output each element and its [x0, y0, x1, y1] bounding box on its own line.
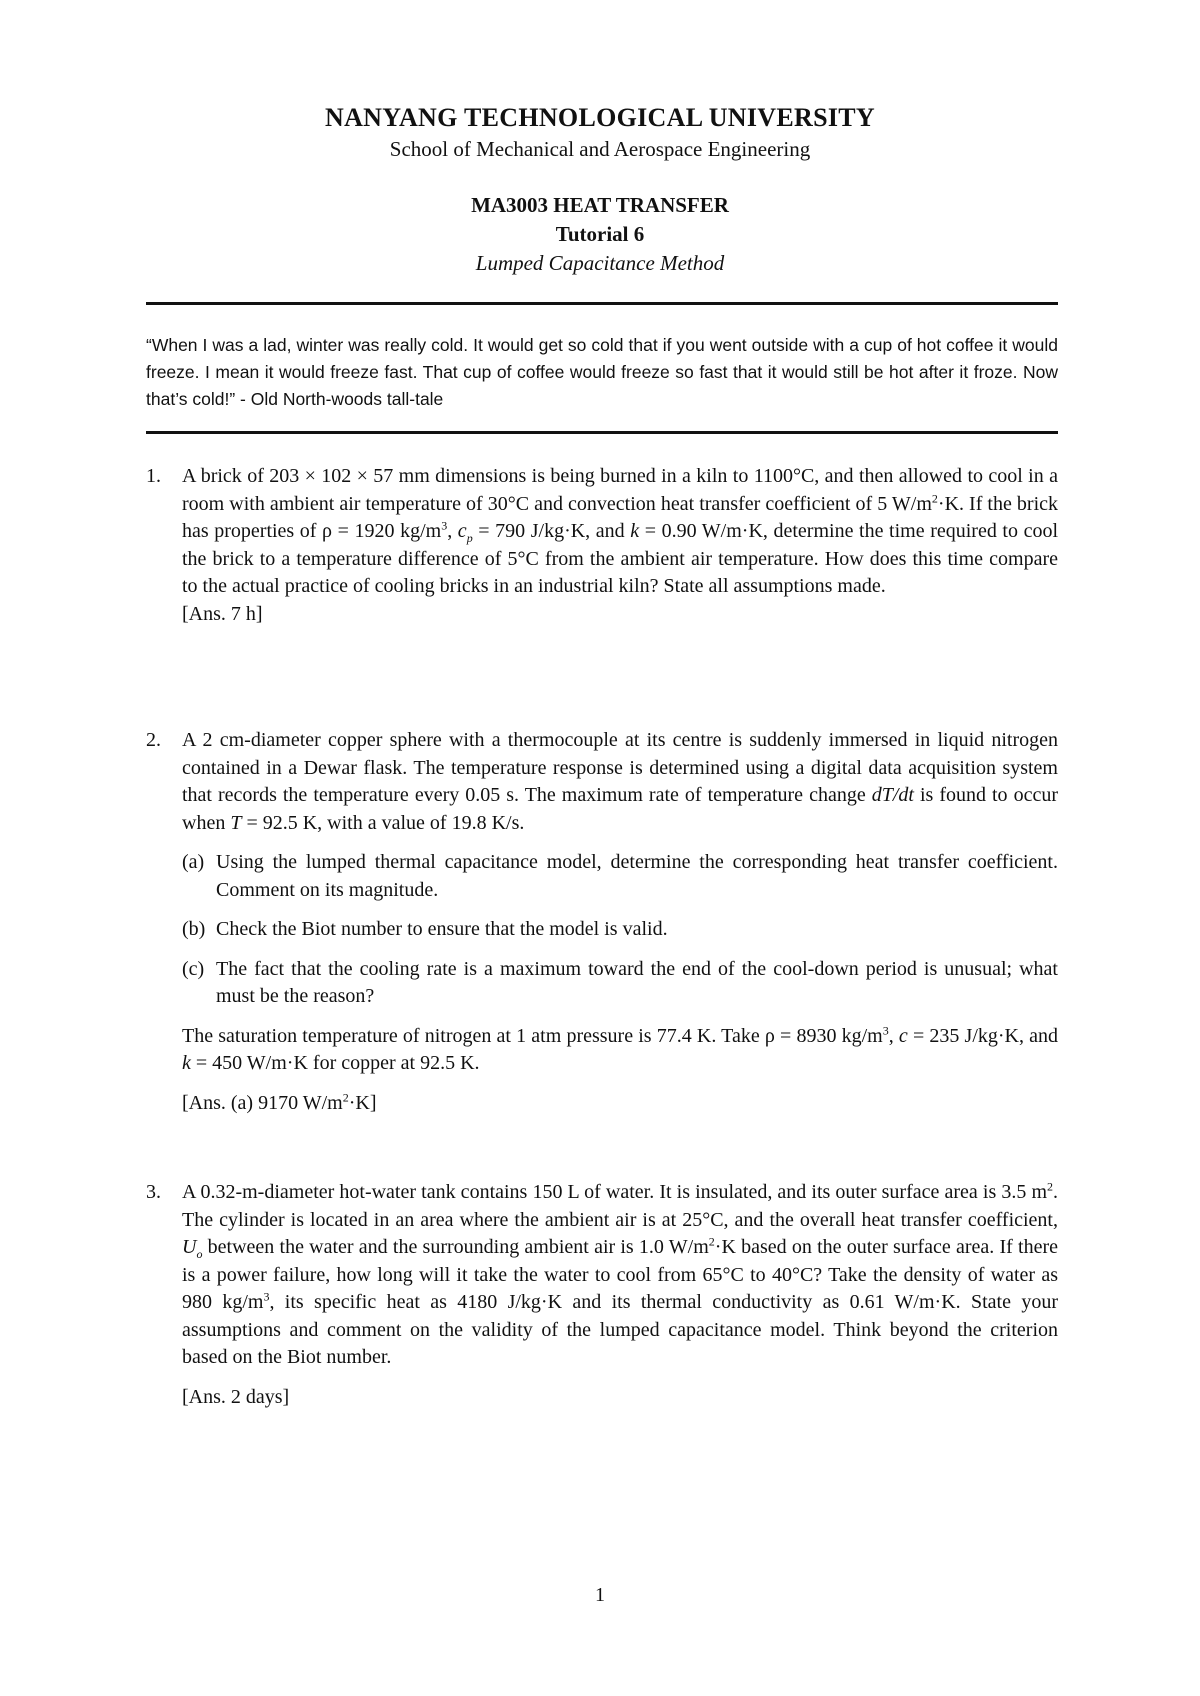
bottom-divider [146, 431, 1058, 434]
problem-data: The saturation temperature of nitrogen at 1 atm pressure is 77.4 K. Take ρ = 8930 $kg/m^3$, c = 235 J/kg·K, and k = 450 W/m·K for copper at 92.5 K. [182, 1022, 1059, 1074]
top-divider [146, 302, 1058, 305]
problem-part-c: (c) The fact that the cooling rate is a maximum toward the end of the cool-down period is unusual; what must be the reason? [182, 957, 1058, 1007]
course-title: MA3003 HEAT TRANSFER [471, 193, 729, 217]
problem-body [182, 463, 1058, 628]
problem-answer: [Ans. 2 days] [182, 1385, 290, 1408]
problem-part-a: (a) Using the lumped thermal capacitance model, determine the corresponding heat transfer coefficient. Comment on its magnitude. [182, 851, 1058, 901]
problem-body [182, 1179, 1058, 1411]
problem-answer: [Ans. 7 h] [182, 602, 263, 625]
problem-statement: A 2 cm-diameter copper sphere with a thermocouple at its centre is suddenly immersed in liquid nitrogen contained in a Dewar flask. The temperature response is determined using a digital data acquisition system that records the temperature every 0.05 s. The maximum rate of temperature change dT/dt is found to occur when T = 92.5 K, with a value of 19.8 K/s. [182, 729, 1058, 834]
problem-body [182, 727, 1058, 1117]
problem-statement: A 0.32-m-diameter hot-water tank contains 150 L of water. It is insulated, and its outer surface area is 3.5 $m^2$. The cylinder is located in an area where the ambient air is at 25°C, and the overall heat transfer coefficient, $U_o$ between the water and the surrounding ambient air is 1.0 $W/m^2\cdot K$ based on the outer surface area. If there is a power failure, how long will it take the water to cool from 65°C to 40°C? Take the density of water as 980 $kg/m^3$, its specific heat as 4180 J/kg·K and its thermal conductivity as 0.61 W/m·K. State your assumptions and comment on the validity of the lumped capacitance model. Think beyond the criterion based on the Biot number. [182, 1179, 1059, 1368]
university-name: NANYANG TECHNOLOGICAL UNIVERSITY [325, 103, 875, 132]
problem-number: 3. [146, 1181, 161, 1203]
tutorial-number: Tutorial 6 [555, 222, 645, 246]
school-name: School of Mechanical and Aerospace Engineering [389, 137, 811, 161]
problem-answer: [Ans. (a) 9170 $W/m^2\cdot K$] [182, 1089, 377, 1114]
tutorial-topic: Lumped Capacitance Method [475, 251, 725, 275]
page-number: 1 [595, 1584, 605, 1606]
problem-number: 2. [146, 729, 161, 751]
problem-part-b: (b) Check the Biot number to ensure that the model is valid. [182, 918, 668, 940]
problem-statement: A brick of 203 × 102 × 57 mm dimensions is being burned in a kiln to 1100°C, and then allowed to cool in a room with ambient air temperature of 30°C and convection heat transfer coefficient of 5 $W/m^2\cdot K$. If the brick has properties of ρ = 1920 $kg/m^3$, $c_p = 790$ J/kg·K, and k = 0.90 W/m·K, determine the time required to cool the brick to a temperature difference of 5°C from the ambient air temperature. How does this time compare to the actual practice of cooling bricks in an industrial kiln? State all assumptions made. [182, 465, 1059, 597]
epigraph-quote: “When I was a lad, winter was really cold. It would get so cold that if you went outside with a cup of hot coffee it would freeze. I mean it would freeze fast. That cup of coffee would freeze so fast that it would still be hot after it froze. Now that’s cold!” - Old North-woods tall-tale [146, 335, 1058, 409]
problem-number: 1. [146, 465, 161, 487]
